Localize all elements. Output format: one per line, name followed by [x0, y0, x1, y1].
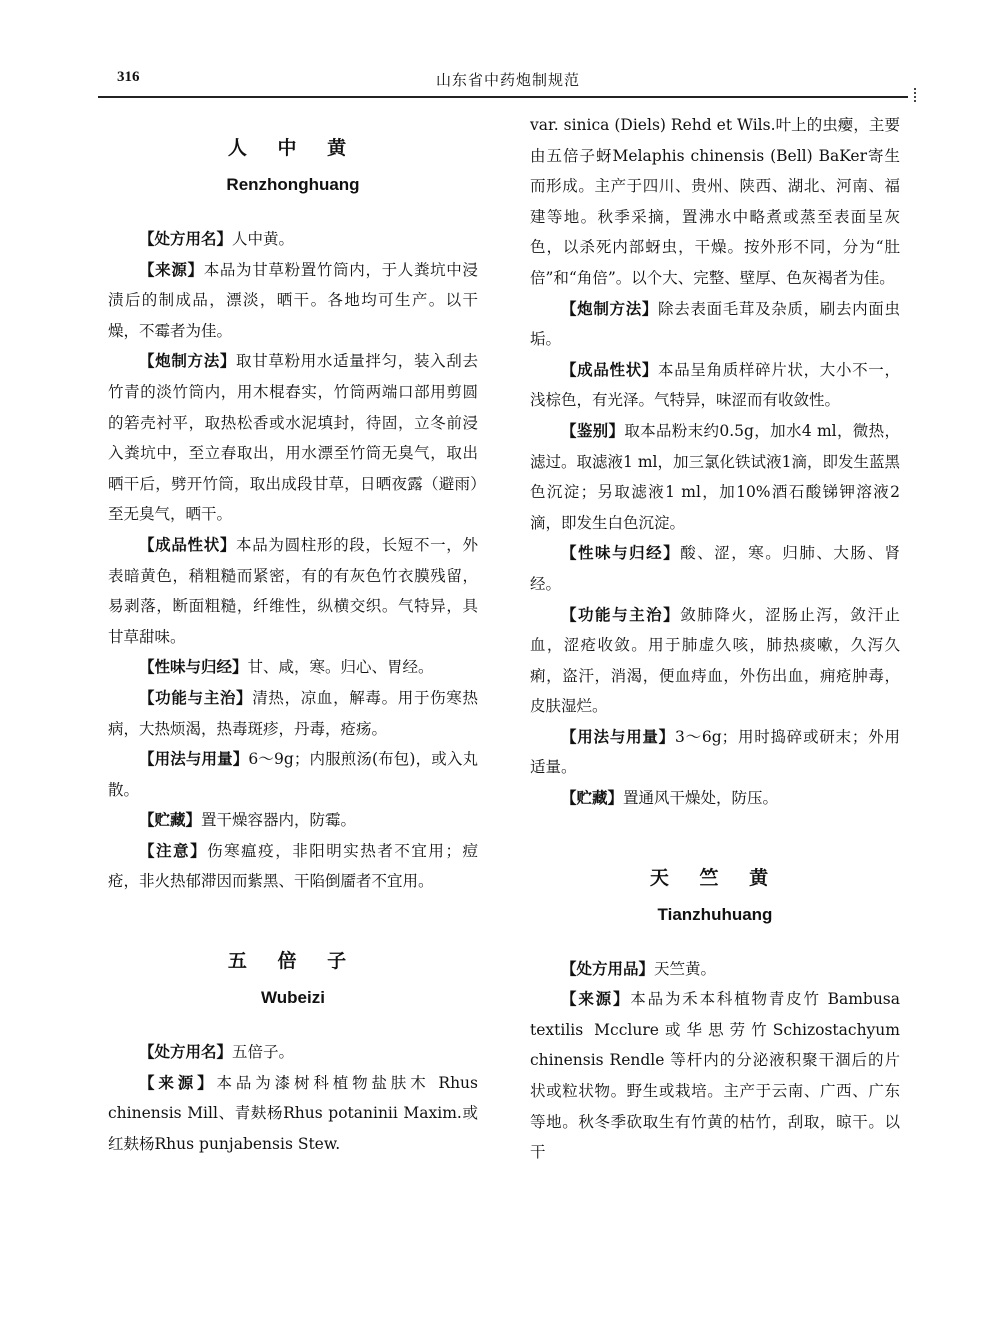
entry-pinyin-tianzhuhuang: Tianzhuhuang: [657, 904, 773, 924]
section-paragraph: [108, 1068, 478, 1160]
section-text: 人中黄。: [232, 230, 295, 248]
section-label: 【功能与主治】: [561, 604, 681, 624]
section-label: 【来源】: [139, 259, 204, 279]
section-label: 【功能与主治】: [139, 687, 253, 707]
section-text: 伤寒瘟疫，非阳明实热者不宜用；痘疮，非火热郁滞因而紫黑、干陷倒靥者不宜用。: [108, 841, 478, 891]
entry-body-tianzhuhuang: [530, 954, 900, 1168]
section-text: 本品为禾本科植物青皮竹 Bambusa textilis Mcclure或华思劳竹Schizostachyum chinensis Rendle 等杆内的分泌液积聚干涸后的片状或粒状物。野生或栽培。主产于云南、广西、广东等地。秋冬季砍取生有竹黄的枯竹，刮取，晾干。以干: [530, 990, 900, 1162]
section-label: 【注意】: [139, 840, 208, 860]
entry-pinyin-renzhonghuang: Renzhonghuang: [226, 175, 360, 194]
section-label: 【成品性状】: [561, 359, 659, 379]
section-paragraph: [108, 1037, 478, 1068]
section-text: 6～9g；内服煎汤(布包)，或入丸散。: [108, 750, 478, 799]
section-text: 酸、涩，寒。归肺、大肠、肾经。: [530, 544, 900, 593]
header-rule-end-mark: [914, 88, 918, 102]
right-column: [530, 110, 900, 1168]
section-paragraph: [530, 416, 900, 538]
section-text: 敛肺降火，涩肠止泻，敛汗止血，涩疮收敛。用于肺虚久咳，肺热痰嗽，久泻久痢，盗汗，消渴，便血痔血，外伤出血，痈疮肿毒，皮肤湿烂。: [530, 605, 900, 716]
section-paragraph: [108, 255, 478, 347]
section-text: 清热，凉血，解毒。用于伤寒热病，大热烦渴，热毒斑疹，丹毒，疮疡。: [108, 688, 478, 738]
section-text: 本品为漆树科植物盐肤木 Rhus chinensis Mill、青麸杨Rhus potaninii Maxim.或红麸杨Rhus punjabensis Stew.: [108, 1073, 478, 1153]
section-paragraph: [530, 600, 900, 722]
section-text: 3～6g；用时捣碎或研末；外用适量。: [530, 727, 900, 777]
section-text: 本品为甘草粉置竹筒内，于人粪坑中浸渍后的制成品，漂淡，晒干。各地均可生产。以干燥，不霉者为佳。: [108, 260, 478, 340]
section-label: 【处方用名】: [139, 229, 233, 248]
section-paragraph: [108, 683, 478, 744]
running-title: 山东省中药炮制规范: [435, 71, 580, 89]
section-label: 【性味与归经】: [561, 543, 681, 563]
section-label: 【性味与归经】: [139, 657, 248, 677]
section-paragraph: [530, 294, 900, 355]
section-paragraph: [530, 954, 900, 985]
section-text: 取本品粉末约0.5g，加水4 ml，微热，滤过。取滤液1 ml，加三氯化铁试液1滴，即发生蓝黑色沉淀；另取滤液1 ml，加10%酒石酸锑钾溶液2滴，即发生白色沉淀。: [530, 421, 900, 532]
section-text: 本品为圆柱形的段，长短不一，外表暗黄色，稍粗糙而紧密，有的有灰色竹衣膜残留，易剥落，断面粗糙，纤维性，纵横交织。气特异，具甘草甜味。: [108, 535, 478, 646]
section-text: 本品呈角质样碎片状，大小不一，浅棕色，有光泽。气特异，味涩而有收敛性。: [530, 360, 900, 410]
section-label: 【来源】: [561, 989, 631, 1009]
section-paragraph: [530, 783, 900, 814]
section-text: 除去表面毛茸及杂质，刷去内面虫垢。: [530, 299, 900, 349]
section-paragraph: [108, 805, 478, 836]
section-text: 甘、咸，寒。归心、胃经。: [247, 658, 434, 677]
section-label: 【处方用名】: [139, 1042, 233, 1062]
section-paragraph: [108, 346, 478, 530]
section-label: 【来源】: [139, 1072, 217, 1092]
page-number: 316: [117, 69, 140, 85]
section-label: 【贮藏】: [561, 788, 624, 808]
section-paragraph: [530, 355, 900, 416]
section-label: 【成品性状】: [139, 534, 237, 554]
section-paragraph: [530, 538, 900, 599]
section-label: 【炮制方法】: [561, 298, 659, 318]
section-label: 【炮制方法】: [139, 351, 237, 371]
section-paragraph: [108, 744, 478, 805]
section-text: 天竺黄。: [654, 959, 717, 978]
section-label: 【贮藏】: [139, 810, 202, 830]
section-text: 置通风干燥处，防压。: [623, 789, 779, 808]
left-column: [108, 110, 478, 1159]
section-text: 取甘草粉用水适量拌匀，装入刮去竹青的淡竹筒内，用木棍舂实，竹筒两端口部用剪圆的箬壳衬平，取热松香或水泥填封，待固，立冬前浸入粪坑中，至立春取出，用水漂至竹筒无臭气，取出晒干后，劈开竹筒，取出成段甘草，日晒夜露（避雨）至无臭气，晒干。: [108, 352, 478, 524]
section-label: 【用法与用量】: [139, 749, 249, 769]
section-text: 五倍子。: [232, 1043, 295, 1062]
page-header: [98, 66, 918, 106]
section-paragraph: [530, 984, 900, 1168]
entry-title-renzhonghuang: 人 中 黄: [227, 137, 359, 159]
section-label: 【用法与用量】: [561, 726, 675, 746]
entry-body-renzhonghuang: [108, 224, 478, 897]
section-text: 置干燥容器内，防霉。: [201, 811, 357, 830]
section-paragraph: [108, 836, 478, 897]
section-paragraph: [108, 530, 478, 652]
section-label: 【鉴别】: [561, 420, 625, 440]
section-paragraph: [108, 652, 478, 683]
section-paragraph: [108, 224, 478, 255]
section-label: 【处方用品】: [561, 958, 655, 978]
entry-title-wubeizi: 五 倍 子: [227, 950, 359, 973]
entry-pinyin-wubeizi: Wubeizi: [261, 988, 325, 1008]
entry-body-wubeizi: [108, 1037, 478, 1159]
wubeizi-source-continuation: var. sinica (Diels) Rehd et Wils.叶上的虫瘿，主要由五倍子蚜Melaphis chinensis (Bell) BaKer寄生而形成。主产于四川、贵州、陕西、湖北、河南、福建等地。秋季采摘，置沸水中略煮或蒸至表面呈灰色，以杀死内部蚜虫，干燥。按外形不同，分为“肚倍”和“角倍”。以个大、完整、壁厚、色灰褐者为佳。: [530, 116, 900, 287]
header-rule: [98, 96, 908, 98]
section-paragraph: [530, 722, 900, 783]
entry-title-tianzhuhuang: 天 竺 黄: [649, 866, 781, 889]
entry-body-wubeizi-cont: [530, 294, 900, 814]
